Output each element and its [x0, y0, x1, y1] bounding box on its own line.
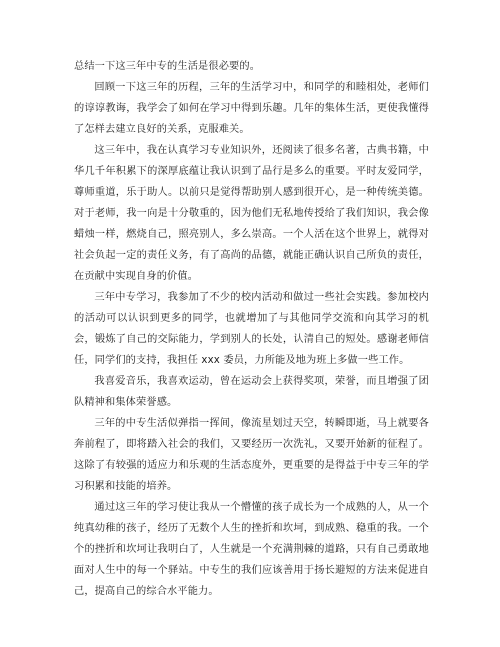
paragraph-review: 回顾一下这三年的历程，三年的生活学习中，和同学的和睦相处，老师们的谆谆教诲，我学会了如何在学习中得到乐趣。几年的集体生活，更使我懂得了怎样去建立良好的关系，克服难关。	[74, 82, 429, 135]
paragraph-future: 三年的中专生活似弹指一挥间，像流星划过天空，转瞬即逝，马上就要各奔前程了，即将踏入社会的我们，又要经历一次洗礼，又要开始新的征程了。这除了有较强的适应力和乐观的生活态度外，更重要的是得益于中专三年的学习积累和技能的培养。	[74, 418, 429, 492]
paragraph-conclusion: 通过这三年的学习使让我从一个懵懂的孩子成长为一个成熟的人，从一个纯真幼稚的孩子，经历了无数个人生的挫折和坎坷，到成熟、稳重的我。一个个的挫折和坎坷让我明白了，人生就是一个充满荆棘的道路，只有自己勇敢地面对人生中的每一个驿站。中专生的我们应该善用于扬长避短的方法来促进自己，提高自己的综合水平能力。	[74, 502, 429, 597]
paragraph-activities: 三年中专学习，我参加了不少的校内活动和做过一些社会实践。参加校内的活动可以认识到更多的同学，也就增加了与其他同学交流和向其学习的机会，锻炼了自己的交际能力，学到别人的长处，认清自己的短处。感谢老师信任，同学们的支持，我担任 xxx 委员，力所能及地为班上多做一些工作。	[74, 292, 429, 366]
paragraph-hobbies: 我喜爱音乐，我喜欢运动，曾在运动会上获得奖项，荣誉，而且增强了团队精神和集体荣誉感。	[74, 376, 429, 408]
document-body	[74, 56, 429, 602]
paragraph-intro: 总结一下这三年中专的生活是很必要的。	[74, 61, 261, 72]
paragraph-study-and-character: 这三年中，我在认真学习专业知识外，还阅读了很多名著，古典书籍，中华几千年积累下的深厚底蕴让我认识到了品行是多么的重要。平时友爱同学，尊师重道，乐于助人。以前只是觉得帮助别人感到很开心，是一种传统美德。对于老师，我一向是十分敬重的，因为他们无私地传授给了我们知识，我会像蜡烛一样，燃烧自己，照亮别人，多么崇高。一个人活在这个世界上，就得对社会负起一定的责任义务，有了高尚的品德，就能正确认识自己所负的责任，在贡献中实现自身的价值。	[74, 145, 429, 282]
